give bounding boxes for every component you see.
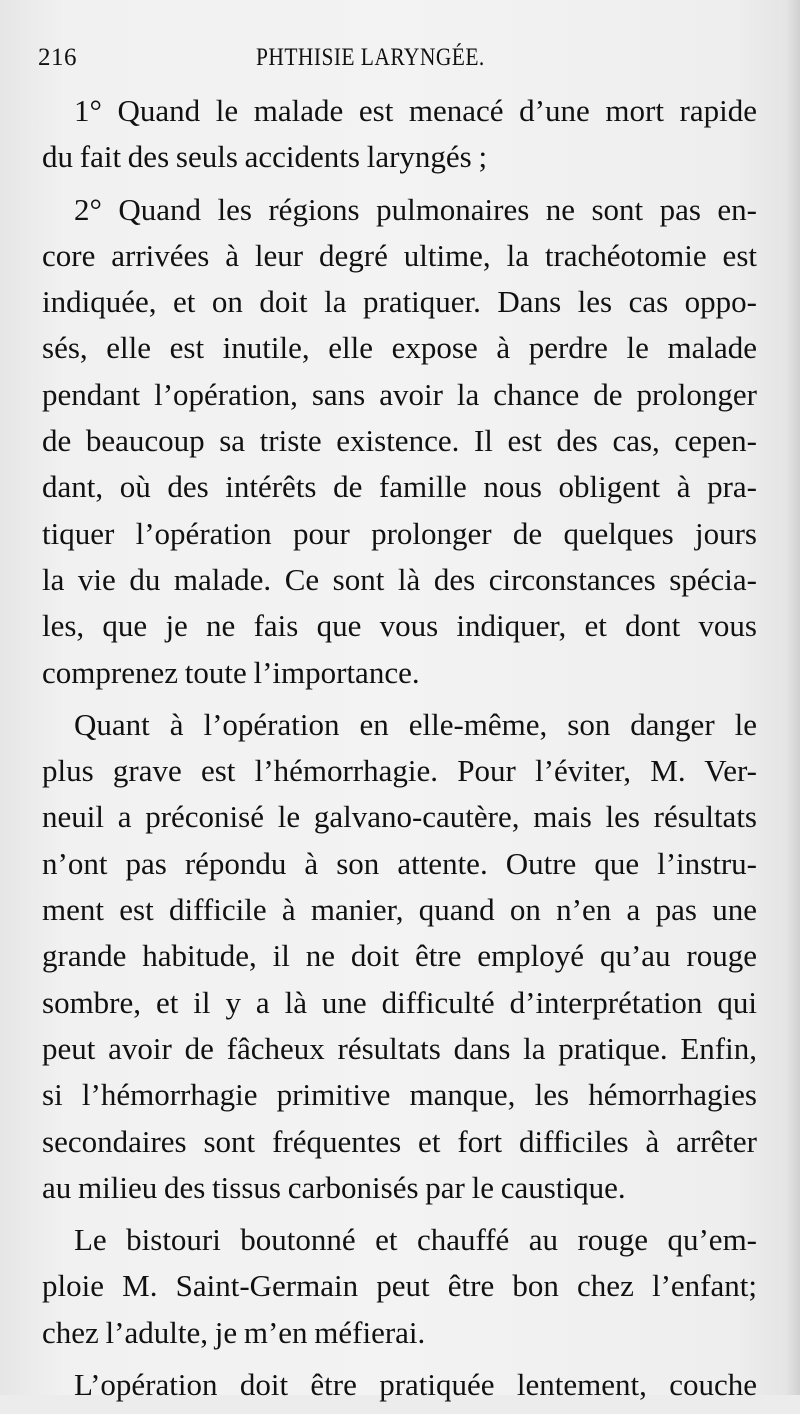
text-line: sés, elle est inutile, elle expose à perdre le malade	[42, 330, 757, 366]
text-line: 2° Quand les régions pulmonaires ne sont pas en-	[74, 191, 757, 227]
text-line: ploie M. Saint-Germain peut être bon chez l’enfant;	[42, 1268, 757, 1304]
text-line: au milieu des tissus carbonisés par le caustique.	[42, 1169, 626, 1205]
running-title: PHTHISIE LARYNGÉE.	[256, 44, 485, 71]
text-line: tiquer l’opération pour prolonger de quelques jours	[42, 515, 757, 551]
text-line: plus grave est l’hémorrhagie. Pour l’éviter, M. Ver-	[42, 753, 757, 789]
page-header	[38, 40, 758, 76]
text-line: pendant l’opération, sans avoir la chance de prolonger	[42, 376, 757, 412]
text-line: Le bistouri boutonné et chauffé au rouge qu’em-	[74, 1222, 757, 1258]
page-edge-shadow	[786, 0, 800, 1395]
text-line: les, que je ne fais que vous indiquer, et dont vous	[42, 608, 757, 644]
paragraph-1	[42, 88, 757, 181]
text-line: du fait des seuls accidents laryngés ;	[42, 139, 488, 175]
text-line: chez l’adulte, je m’en méfierai.	[42, 1314, 426, 1350]
text-line: n’ont pas répondu à son attente. Outre que l’instru-	[42, 845, 757, 881]
text-line: de beaucoup sa triste existence. Il est des cas, cepen-	[42, 423, 757, 459]
paragraph-5	[42, 1362, 757, 1408]
text-line: neuil a préconisé le galvano-cautère, mais les résultats	[42, 799, 757, 835]
text-line: sombre, et il y a là une difficulté d’interprétation qui	[42, 984, 757, 1020]
text-line: L’opération doit être pratiquée lentement, couche	[74, 1367, 757, 1403]
body-text	[42, 88, 757, 1414]
paragraph-4	[42, 1217, 757, 1356]
paragraph-3	[42, 702, 757, 1211]
text-line: ment est difficile à manier, quand on n’en a pas une	[42, 892, 757, 928]
page-number: 216	[38, 44, 77, 71]
text-line: comprenez toute l’importance.	[42, 654, 420, 690]
text-line: indiquée, et on doit la pratiquer. Dans les cas oppo-	[42, 284, 757, 320]
text-line: dant, où des intérêts de famille nous obligent à pra-	[42, 469, 757, 505]
text-line: secondaires sont fréquentes et fort difficiles à arrêter	[42, 1123, 757, 1159]
text-line: peut avoir de fâcheux résultats dans la pratique. Enfin,	[42, 1030, 757, 1066]
text-line: grande habitude, il ne doit être employé qu’au rouge	[42, 938, 757, 974]
paragraph-2	[42, 187, 757, 696]
text-line: Quant à l’opération en elle-même, son danger le	[74, 706, 757, 742]
text-line: 1° Quand le malade est menacé d’une mort rapide	[74, 93, 757, 128]
text-line: si l’hémorrhagie primitive manque, les hémorrhagies	[42, 1077, 757, 1113]
text-line: la vie du malade. Ce sont là des circonstances spécia-	[42, 561, 757, 597]
text-line: core arrivées à leur degré ultime, la trachéotomie est	[42, 237, 757, 273]
